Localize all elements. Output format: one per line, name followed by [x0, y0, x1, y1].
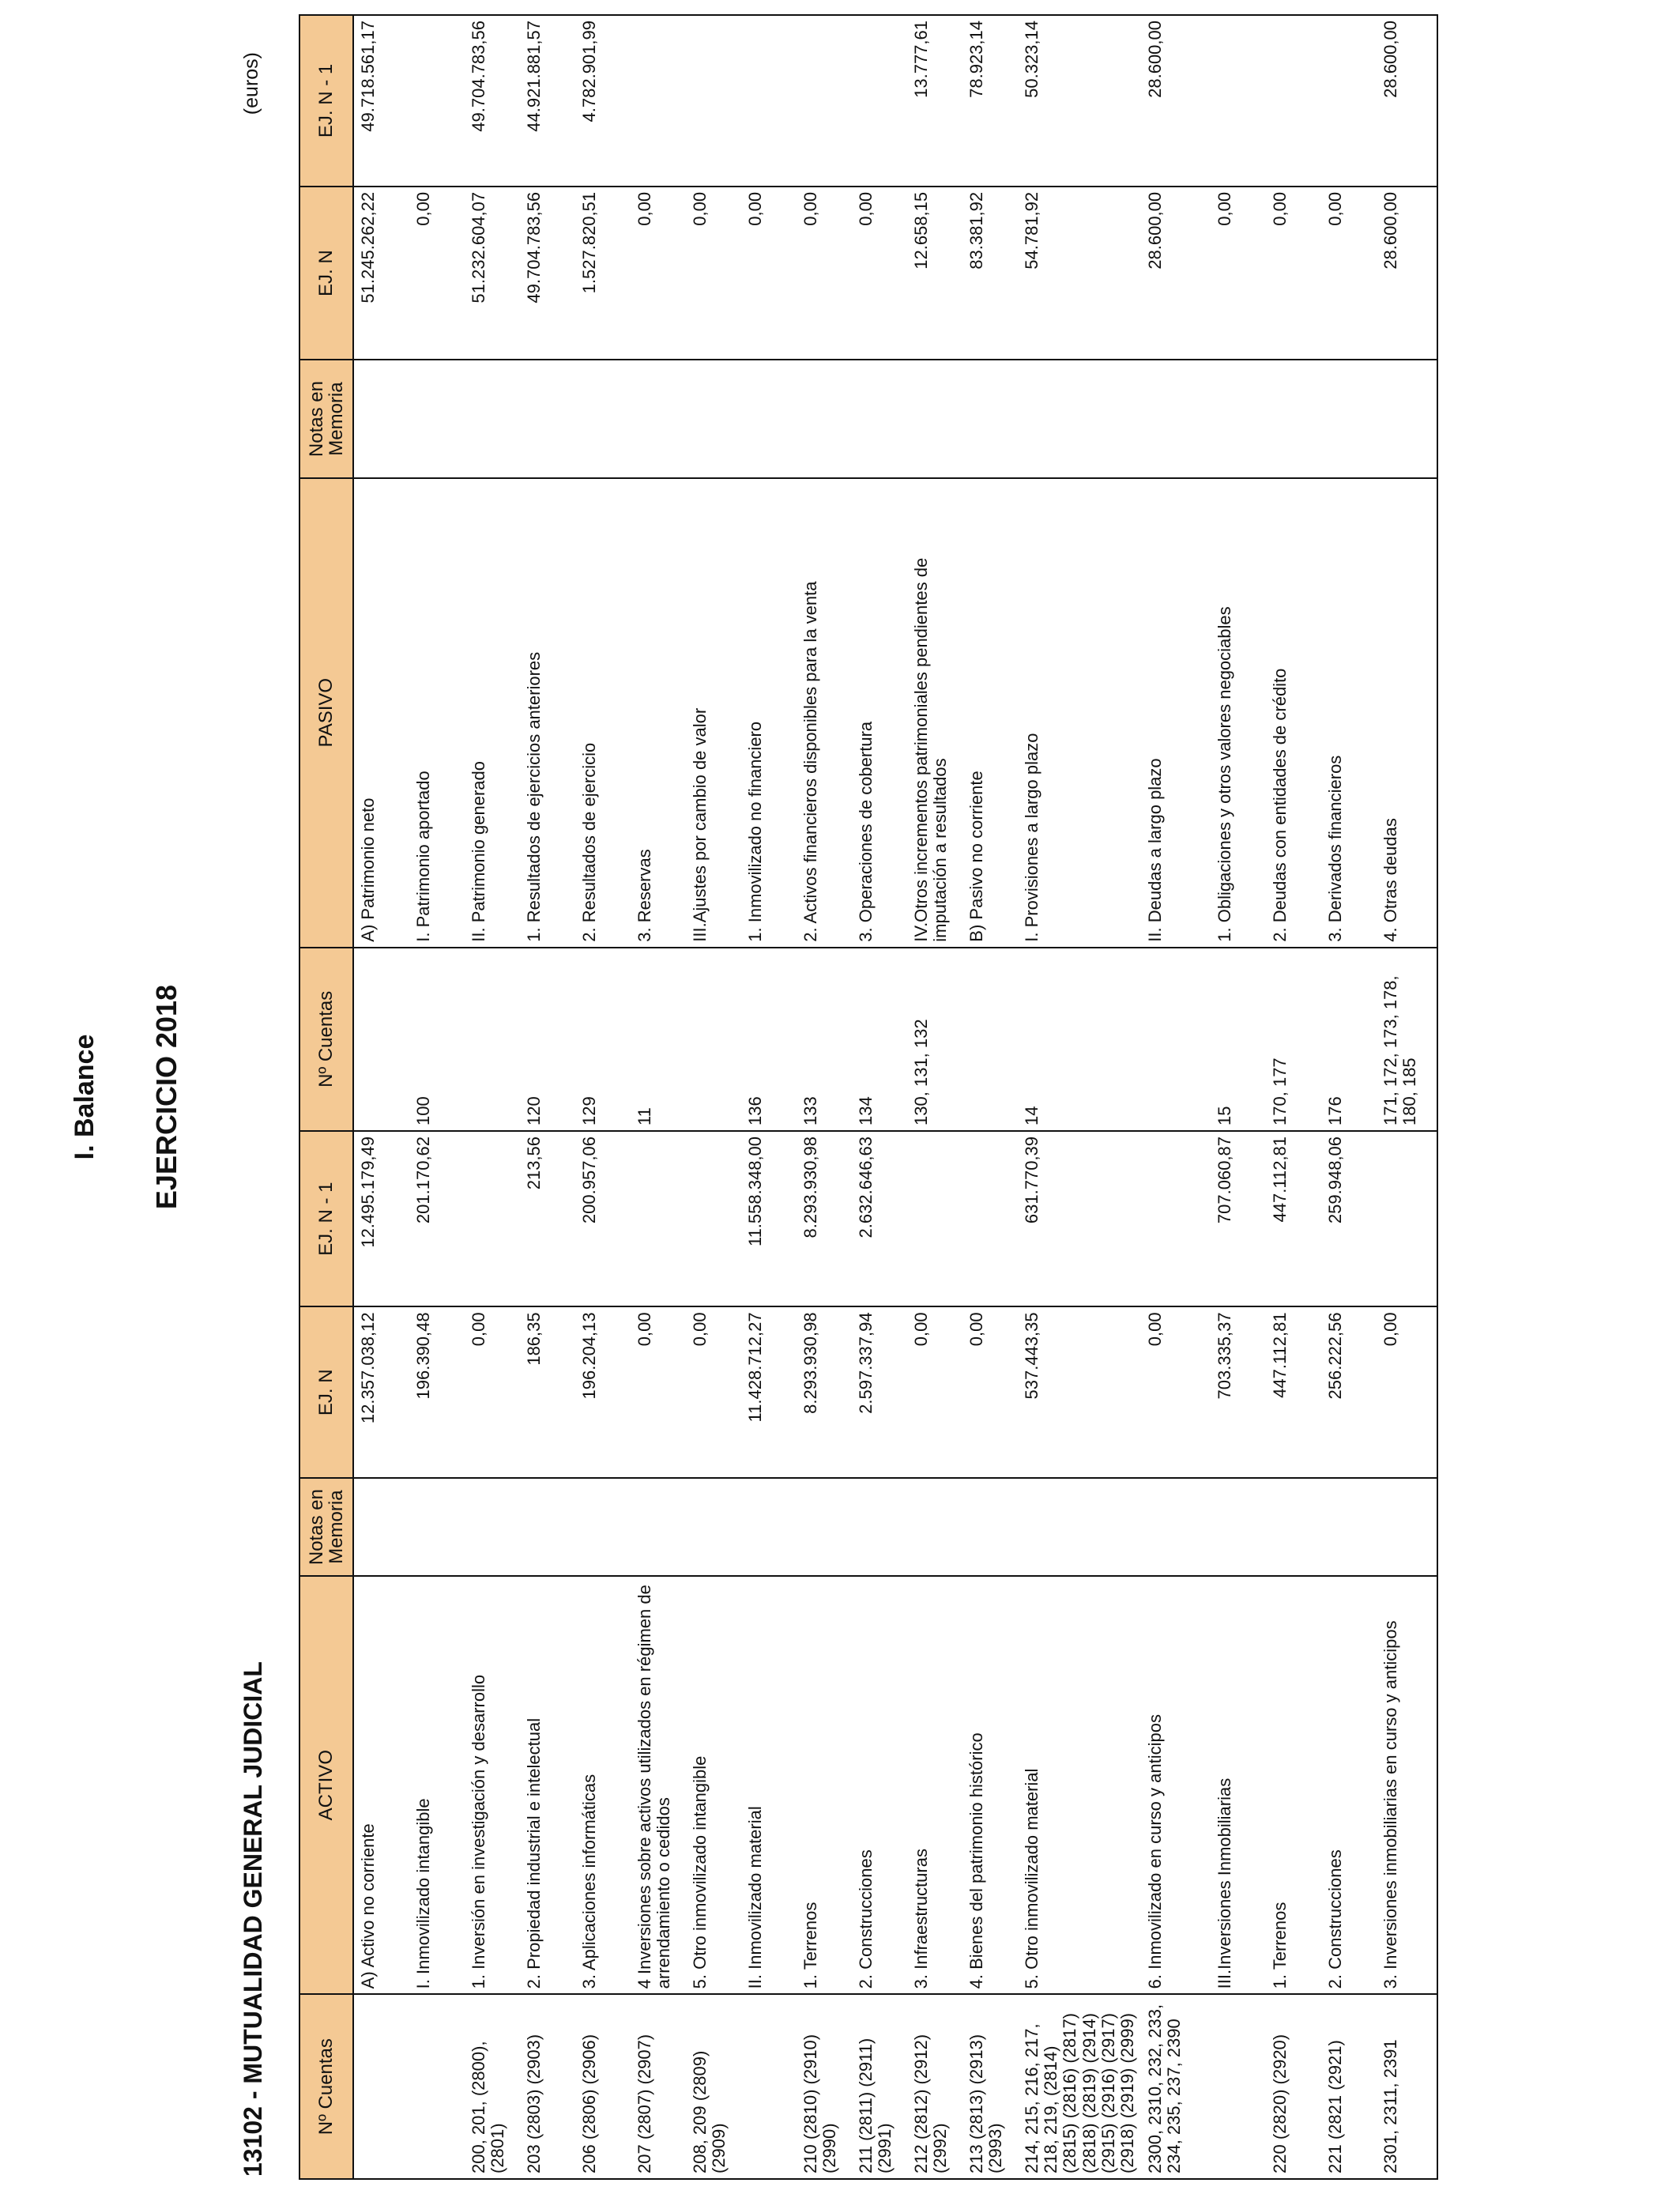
activo-notes-cell: [1266, 1478, 1321, 1576]
activo-ej-n1-cell: [907, 1131, 962, 1306]
pasivo-concept-cell: 2. Activos financieros disponibles para la venta: [797, 478, 852, 948]
activo-notes-cell: [575, 1478, 631, 1576]
activo-accounts-cell: 203 (2803) (2903): [520, 1994, 575, 2179]
activo-ej-n1-cell: 631.770,39: [1018, 1131, 1141, 1306]
activo-accounts-cell: 200, 201, (2800), (2801): [465, 1994, 520, 2179]
activo-ej-n1-cell: 2.632.646,63: [852, 1131, 907, 1306]
header-activo-accounts: Nº Cuentas: [299, 1994, 353, 2179]
activo-ej-n1-cell: [465, 1131, 520, 1306]
header-activo-ej-n: EJ. N: [299, 1306, 353, 1478]
pasivo-ej-n-cell: 0,00: [1211, 187, 1266, 360]
activo-concept-cell: 2. Construcciones: [1321, 1576, 1377, 1994]
activo-concept-cell: 2. Propiedad industrial e intelectual: [520, 1576, 575, 1994]
pasivo-notes-cell: [465, 360, 520, 477]
table-row: [1211, 15, 1266, 2179]
pasivo-accounts-cell: 136: [741, 948, 797, 1131]
activo-ej-n-cell: 0,00: [686, 1306, 741, 1478]
header-pasivo: PASIVO: [299, 478, 353, 948]
pasivo-concept-cell: 4. Otras deudas: [1377, 478, 1437, 948]
activo-ej-n-cell: 0,00: [631, 1306, 686, 1478]
activo-concept-cell: A) Activo no corriente: [353, 1576, 409, 1994]
activo-ej-n-cell: 0,00: [962, 1306, 1018, 1478]
activo-concept-cell: 3. Infraestructuras: [907, 1576, 962, 1994]
activo-ej-n1-cell: 11.558.348,00: [741, 1131, 797, 1306]
activo-accounts-cell: [1211, 1994, 1266, 2179]
pasivo-notes-cell: [1141, 360, 1211, 477]
pasivo-accounts-cell: 130, 131, 132: [907, 948, 962, 1131]
table-row: [741, 15, 797, 2179]
pasivo-concept-cell: IV.Otros incrementos patrimoniales pendientes de imputación a resultados: [907, 478, 962, 948]
activo-concept-cell: 5. Otro inmovilizado material: [1018, 1576, 1141, 1994]
activo-concept-cell: 1. Terrenos: [797, 1576, 852, 1994]
activo-ej-n1-cell: [686, 1131, 741, 1306]
activo-ej-n-cell: 196.204,13: [575, 1306, 631, 1478]
pasivo-accounts-cell: 14: [1018, 948, 1141, 1131]
activo-concept-cell: 4. Bienes del patrimonio histórico: [962, 1576, 1018, 1994]
pasivo-ej-n-cell: 83.381,92: [962, 187, 1018, 360]
activo-ej-n1-cell: [631, 1131, 686, 1306]
activo-ej-n1-cell: 201.170,62: [409, 1131, 465, 1306]
pasivo-accounts-cell: [353, 948, 409, 1131]
activo-ej-n1-cell: [1377, 1131, 1437, 1306]
pasivo-notes-cell: [1266, 360, 1321, 477]
pasivo-accounts-cell: 100: [409, 948, 465, 1131]
pasivo-ej-n-cell: 0,00: [686, 187, 741, 360]
pasivo-accounts-cell: 176: [1321, 948, 1377, 1131]
header-activo-notes: Notas en Memoria: [299, 1478, 353, 1576]
pasivo-notes-cell: [1211, 360, 1266, 477]
pasivo-ej-n-cell: 51.245.262,22: [353, 187, 409, 360]
table-row: [353, 15, 409, 2179]
table-row: [852, 15, 907, 2179]
pasivo-accounts-cell: 171, 172, 173, 178, 180, 185: [1377, 948, 1437, 1131]
pasivo-concept-cell: III.Ajustes por cambio de valor: [686, 478, 741, 948]
pasivo-ej-n-cell: 49.704.783,56: [520, 187, 575, 360]
pasivo-accounts-cell: 129: [575, 948, 631, 1131]
pasivo-accounts-cell: [1141, 948, 1211, 1131]
pasivo-notes-cell: [631, 360, 686, 477]
pasivo-accounts-cell: 15: [1211, 948, 1266, 1131]
activo-accounts-cell: 212 (2812) (2912) (2992): [907, 1994, 962, 2179]
activo-notes-cell: [797, 1478, 852, 1576]
activo-notes-cell: [962, 1478, 1018, 1576]
pasivo-notes-cell: [907, 360, 962, 477]
activo-notes-cell: [409, 1478, 465, 1576]
pasivo-ej-n-cell: 0,00: [409, 187, 465, 360]
header-pasivo-ej-n1: EJ. N - 1: [299, 15, 353, 187]
pasivo-ej-n-cell: 0,00: [1266, 187, 1321, 360]
activo-notes-cell: [741, 1478, 797, 1576]
pasivo-concept-cell: 2. Resultados de ejercicio: [575, 478, 631, 948]
currency-note: (euros): [240, 52, 262, 115]
activo-notes-cell: [852, 1478, 907, 1576]
activo-accounts-cell: 2300, 2310, 232, 233, 234, 235, 237, 2390: [1141, 1994, 1211, 2179]
header-pasivo-notes: Notas en Memoria: [299, 360, 353, 477]
activo-accounts-cell: 220 (2820) (2920): [1266, 1994, 1321, 2179]
table-row: [575, 15, 631, 2179]
activo-accounts-cell: [409, 1994, 465, 2179]
pasivo-ej-n1-cell: 13.777,61: [907, 15, 962, 187]
pasivo-concept-cell: B) Pasivo no corriente: [962, 478, 1018, 948]
activo-ej-n1-cell: 12.495.179,49: [353, 1131, 409, 1306]
pasivo-ej-n-cell: 0,00: [631, 187, 686, 360]
pasivo-notes-cell: [797, 360, 852, 477]
activo-notes-cell: [907, 1478, 962, 1576]
table-row: [797, 15, 852, 2179]
activo-ej-n1-cell: 259.948,06: [1321, 1131, 1377, 1306]
pasivo-ej-n1-cell: 49.718.561,17: [353, 15, 409, 187]
pasivo-accounts-cell: 11: [631, 948, 686, 1131]
activo-ej-n-cell: 11.428.712,27: [741, 1306, 797, 1478]
pasivo-ej-n-cell: 12.658,15: [907, 187, 962, 360]
activo-concept-cell: II. Inmovilizado material: [741, 1576, 797, 1994]
activo-ej-n-cell: 8.293.930,98: [797, 1306, 852, 1478]
activo-ej-n-cell: 0,00: [907, 1306, 962, 1478]
pasivo-concept-cell: 3. Reservas: [631, 478, 686, 948]
pasivo-concept-cell: 1. Inmovilizado no financiero: [741, 478, 797, 948]
pasivo-ej-n-cell: 51.232.604,07: [465, 187, 520, 360]
table-row: [631, 15, 686, 2179]
pasivo-ej-n-cell: 28.600,00: [1141, 187, 1211, 360]
activo-accounts-cell: 210 (2810) (2910) (2990): [797, 1994, 852, 2179]
activo-notes-cell: [686, 1478, 741, 1576]
pasivo-concept-cell: II. Deudas a largo plazo: [1141, 478, 1211, 948]
pasivo-concept-cell: I. Patrimonio aportado: [409, 478, 465, 948]
activo-ej-n1-cell: 8.293.930,98: [797, 1131, 852, 1306]
table-row: [907, 15, 962, 2179]
activo-concept-cell: I. Inmovilizado intangible: [409, 1576, 465, 1994]
activo-ej-n-cell: 12.357.038,12: [353, 1306, 409, 1478]
activo-ej-n-cell: 447.112,81: [1266, 1306, 1321, 1478]
activo-accounts-cell: 214, 215, 216, 217, 218, 219, (2814) (2815) (2816) (2817) (2818) (2819) (2914) (2915) (2916) (2917) (2918) (2919) (2999): [1018, 1994, 1141, 2179]
pasivo-notes-cell: [686, 360, 741, 477]
pasivo-notes-cell: [520, 360, 575, 477]
activo-ej-n-cell: 196.390,48: [409, 1306, 465, 1478]
pasivo-concept-cell: 3. Derivados financieros: [1321, 478, 1377, 948]
pasivo-ej-n1-cell: [686, 15, 741, 187]
activo-accounts-cell: 208, 209 (2809) (2909): [686, 1994, 741, 2179]
header-row: [299, 15, 353, 2179]
activo-notes-cell: [631, 1478, 686, 1576]
activo-concept-cell: 5. Otro inmovilizado intangible: [686, 1576, 741, 1994]
pasivo-ej-n1-cell: [1266, 15, 1321, 187]
pasivo-concept-cell: I. Provisiones a largo plazo: [1018, 478, 1141, 948]
pasivo-ej-n1-cell: 4.782.901,99: [575, 15, 631, 187]
pasivo-concept-cell: II. Patrimonio generado: [465, 478, 520, 948]
pasivo-ej-n-cell: 0,00: [741, 187, 797, 360]
pasivo-ej-n1-cell: [852, 15, 907, 187]
activo-ej-n-cell: 703.335,37: [1211, 1306, 1266, 1478]
activo-accounts-cell: 207 (2807) (2907): [631, 1994, 686, 2179]
activo-accounts-cell: 221 (2821 (2921): [1321, 1994, 1377, 2179]
exercise-title: EJERCICIO 2018: [150, 984, 183, 1210]
pasivo-notes-cell: [852, 360, 907, 477]
activo-concept-cell: 2. Construcciones: [852, 1576, 907, 1994]
table-row: [686, 15, 741, 2179]
activo-concept-cell: 1. Inversión en investigación y desarrollo: [465, 1576, 520, 1994]
activo-accounts-cell: 2301, 2311, 2391: [1377, 1994, 1437, 2179]
activo-accounts-cell: 206 (2806) (2906): [575, 1994, 631, 2179]
activo-notes-cell: [465, 1478, 520, 1576]
table-row: [465, 15, 520, 2179]
pasivo-accounts-cell: 133: [797, 948, 852, 1131]
activo-notes-cell: [1018, 1478, 1141, 1576]
pasivo-accounts-cell: [686, 948, 741, 1131]
pasivo-ej-n1-cell: 44.921.881,57: [520, 15, 575, 187]
header-pasivo-ej-n: EJ. N: [299, 187, 353, 360]
activo-concept-cell: 3. Inversiones inmobiliarias en curso y anticipos: [1377, 1576, 1437, 1994]
activo-accounts-cell: 213 (2813) (2913) (2993): [962, 1994, 1018, 2179]
pasivo-notes-cell: [962, 360, 1018, 477]
activo-concept-cell: 1. Terrenos: [1266, 1576, 1321, 1994]
activo-ej-n-cell: 186,35: [520, 1306, 575, 1478]
entity-title: 13102 - MUTUALIDAD GENERAL JUDICIAL: [239, 1661, 267, 2177]
pasivo-ej-n-cell: 54.781,92: [1018, 187, 1141, 360]
header-pasivo-accounts: Nº Cuentas: [299, 948, 353, 1131]
pasivo-accounts-cell: 120: [520, 948, 575, 1131]
pasivo-concept-cell: 2. Deudas con entidades de crédito: [1266, 478, 1321, 948]
pasivo-ej-n1-cell: [1321, 15, 1377, 187]
activo-accounts-cell: [353, 1994, 409, 2179]
pasivo-notes-cell: [1377, 360, 1437, 477]
pasivo-ej-n1-cell: [1211, 15, 1266, 187]
activo-concept-cell: 6. Inmovilizado en curso y anticipos: [1141, 1576, 1211, 1994]
pasivo-ej-n1-cell: [741, 15, 797, 187]
pasivo-ej-n-cell: 1.527.820,51: [575, 187, 631, 360]
pasivo-notes-cell: [1321, 360, 1377, 477]
activo-notes-cell: [1321, 1478, 1377, 1576]
table-row: [1141, 15, 1211, 2179]
pasivo-ej-n1-cell: [409, 15, 465, 187]
pasivo-ej-n1-cell: 28.600,00: [1377, 15, 1437, 187]
pasivo-concept-cell: A) Patrimonio neto: [353, 478, 409, 948]
pasivo-accounts-cell: [962, 948, 1018, 1131]
pasivo-accounts-cell: 134: [852, 948, 907, 1131]
activo-notes-cell: [1377, 1478, 1437, 1576]
pasivo-accounts-cell: [465, 948, 520, 1131]
pasivo-ej-n1-cell: 50.323,14: [1018, 15, 1141, 187]
activo-notes-cell: [1141, 1478, 1211, 1576]
pasivo-notes-cell: [741, 360, 797, 477]
pasivo-concept-cell: 3. Operaciones de cobertura: [852, 478, 907, 948]
activo-ej-n1-cell: 200.957,06: [575, 1131, 631, 1306]
pasivo-concept-cell: 1. Resultados de ejercicios anteriores: [520, 478, 575, 948]
pasivo-ej-n1-cell: [797, 15, 852, 187]
pasivo-ej-n-cell: 0,00: [797, 187, 852, 360]
pasivo-notes-cell: [353, 360, 409, 477]
pasivo-ej-n1-cell: 49.704.783,56: [465, 15, 520, 187]
pasivo-ej-n1-cell: 28.600,00: [1141, 15, 1211, 187]
table-row: [1321, 15, 1377, 2179]
pasivo-ej-n1-cell: [631, 15, 686, 187]
activo-ej-n1-cell: 447.112,81: [1266, 1131, 1321, 1306]
table-row: [1266, 15, 1321, 2179]
pasivo-notes-cell: [409, 360, 465, 477]
activo-concept-cell: 4 Inversiones sobre activos utilizados en régimen de arrendamiento o cedidos: [631, 1576, 686, 1994]
pasivo-ej-n-cell: 0,00: [1321, 187, 1377, 360]
pasivo-ej-n1-cell: 78.923,14: [962, 15, 1018, 187]
pasivo-concept-cell: 1. Obligaciones y otros valores negociables: [1211, 478, 1266, 948]
table-row: [1377, 15, 1437, 2179]
header-activo: ACTIVO: [299, 1576, 353, 1994]
activo-ej-n-cell: 2.597.337,94: [852, 1306, 907, 1478]
activo-concept-cell: 3. Aplicaciones informáticas: [575, 1576, 631, 1994]
balance-table: [299, 14, 1438, 2180]
activo-ej-n1-cell: 213,56: [520, 1131, 575, 1306]
balance-rows: [353, 15, 1437, 2179]
pasivo-ej-n-cell: 28.600,00: [1377, 187, 1437, 360]
activo-ej-n-cell: 0,00: [465, 1306, 520, 1478]
activo-notes-cell: [520, 1478, 575, 1576]
pasivo-accounts-cell: 170, 177: [1266, 948, 1321, 1131]
pasivo-notes-cell: [1018, 360, 1141, 477]
table-row: [1018, 15, 1141, 2179]
pasivo-ej-n-cell: 0,00: [852, 187, 907, 360]
activo-concept-cell: III.Inversiones Inmobiliarias: [1211, 1576, 1266, 1994]
table-row: [962, 15, 1018, 2179]
table-row: [409, 15, 465, 2179]
activo-accounts-cell: 211 (2811) (2911) (2991): [852, 1994, 907, 2179]
activo-notes-cell: [353, 1478, 409, 1576]
activo-ej-n-cell: 0,00: [1141, 1306, 1211, 1478]
activo-ej-n-cell: 256.222,56: [1321, 1306, 1377, 1478]
activo-accounts-cell: [741, 1994, 797, 2179]
table-row: [520, 15, 575, 2179]
activo-ej-n-cell: 0,00: [1377, 1306, 1437, 1478]
header-activo-ej-n1: EJ. N - 1: [299, 1131, 353, 1306]
pasivo-notes-cell: [575, 360, 631, 477]
activo-ej-n1-cell: [1141, 1131, 1211, 1306]
activo-ej-n1-cell: [962, 1131, 1018, 1306]
activo-ej-n1-cell: 707.060,87: [1211, 1131, 1266, 1306]
page-title: I. Balance: [70, 1034, 100, 1160]
activo-ej-n-cell: 537.443,35: [1018, 1306, 1141, 1478]
activo-notes-cell: [1211, 1478, 1266, 1576]
